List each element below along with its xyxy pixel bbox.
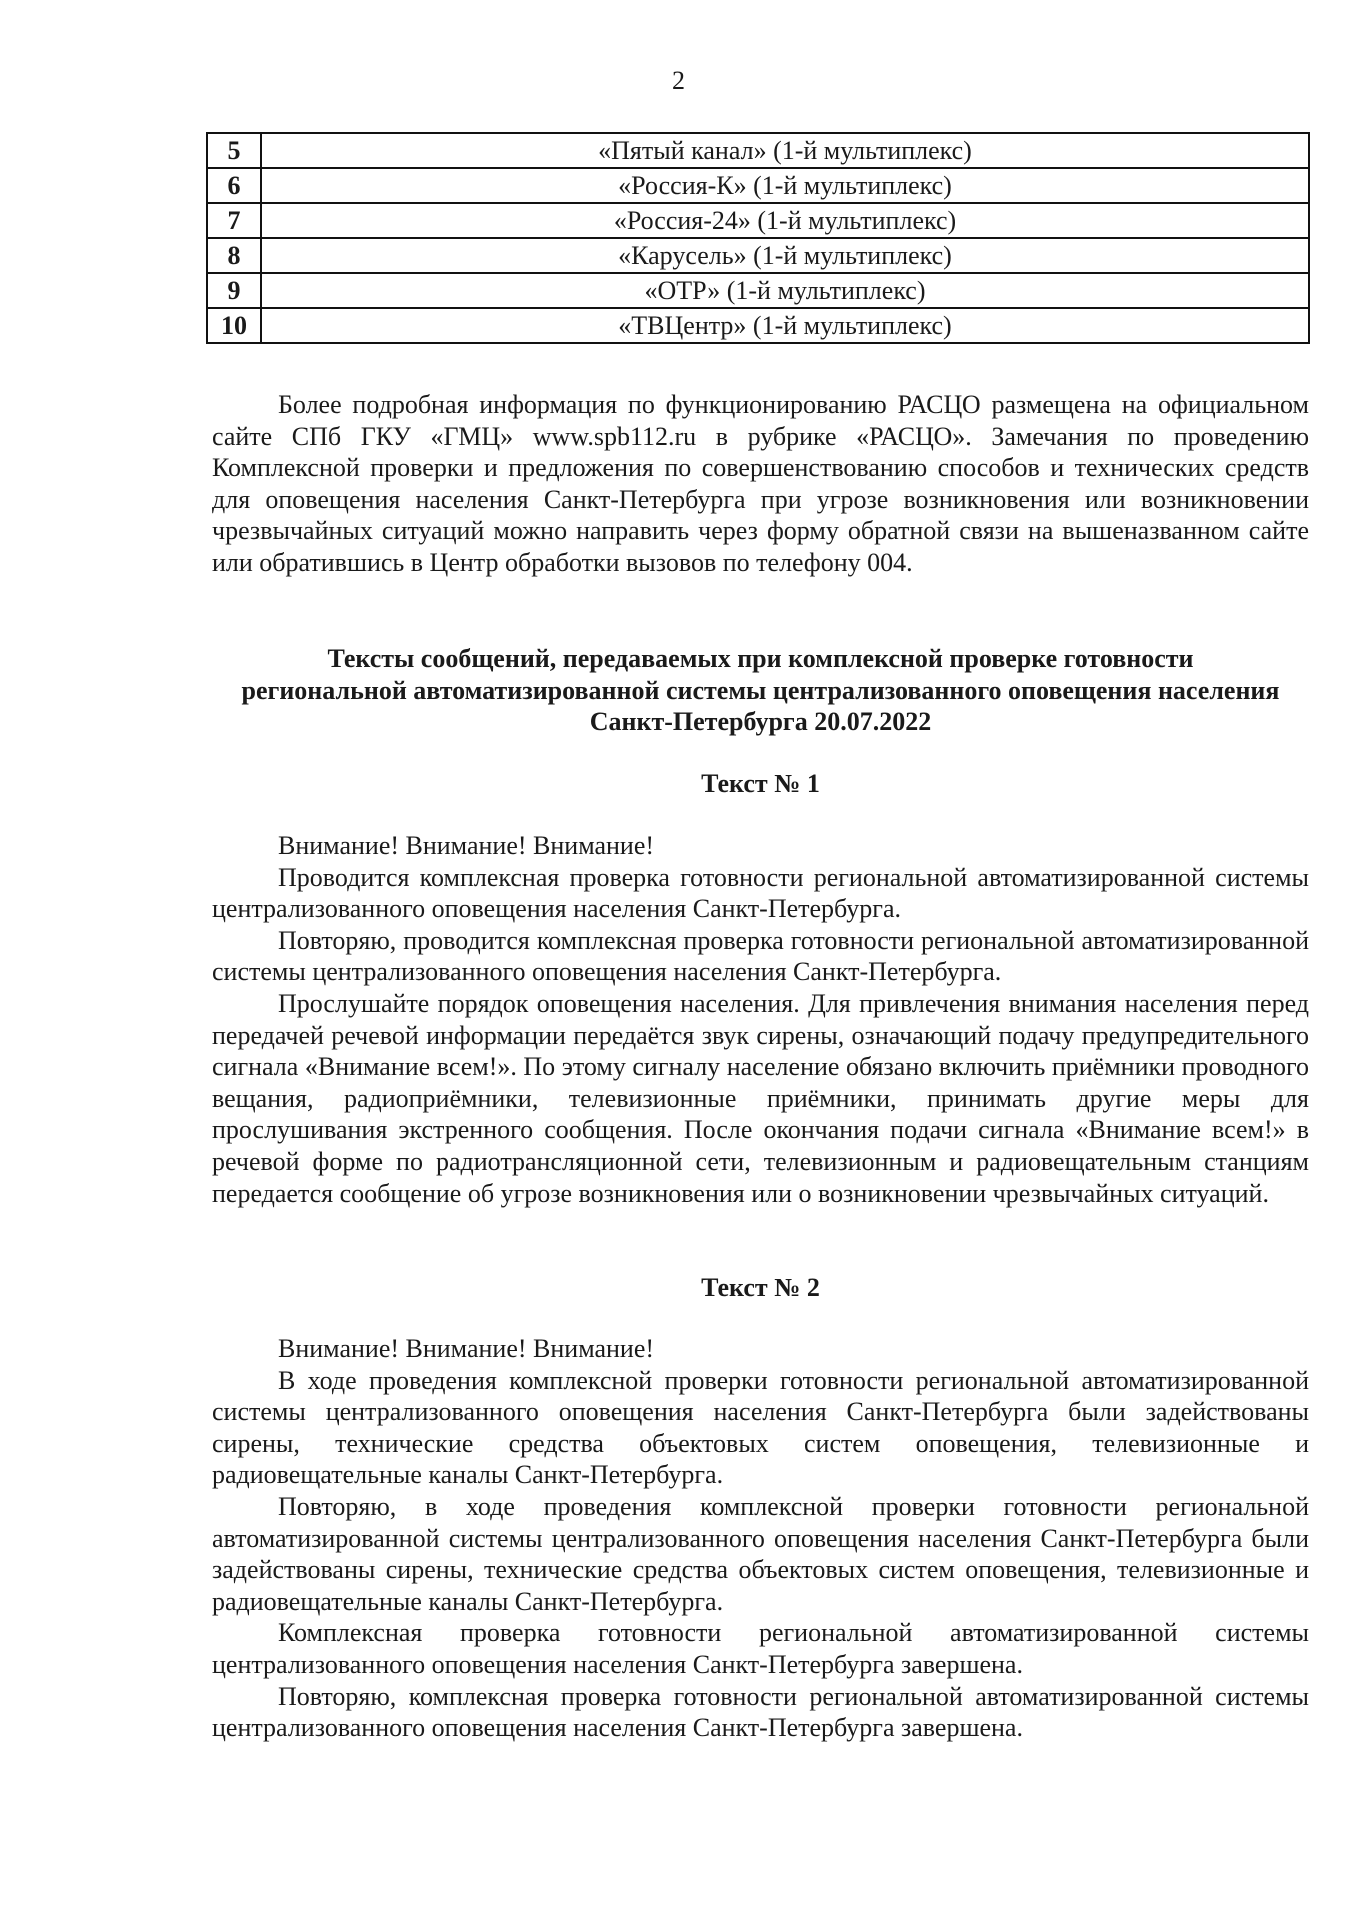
paragraph: Прослушайте порядок оповещения населения. Для привлечения внимания населения перед передачей речевой информации передаётся звук сирены, означающий подачу предупредительного сигнала «Внимание всем!». По этому сигналу население обязано включить приёмники проводного вещания, радиоприёмники, телевизионные приёмники, принимать другие меры для прослушивания экстренного сообщения. После окончания подачи сигнала «Внимание всем!» в речевой форме по радиотрансляционной сети, телевизионным и радиовещательным станциям передается сообщение об угрозе возникновения или о возникновении чрезвычайных ситуаций. [212, 988, 1309, 1208]
text1-title: Текст № 1 [701, 769, 820, 798]
text2-body [212, 1333, 1309, 1744]
table-row [207, 273, 1309, 308]
channel-name: «Россия-24» (1-й мультиплекс) [261, 203, 1309, 238]
section-heading [212, 643, 1309, 738]
info-paragraph: Более подробная информация по функционированию РАСЦО размещена на официальном сайте СПб ГКУ «ГМЦ» www.spb112.ru в рубрике «РАСЦО». Замечания по проведению Комплексной проверки и предложения по совершенствованию способов и технических средств для оповещения населения Санкт-Петербурга при угрозе возникновения или возникновении чрезвычайных ситуаций можно направить через форму обратной связи на вышеназванном сайте или обратившись в Центр обработки вызовов по телефону 004. [212, 390, 1309, 577]
paragraph: Повторяю, проводится комплексная проверка готовности региональной автоматизированной системы централизованного оповещения населения Санкт-Петербурга. [212, 925, 1309, 987]
paragraph: В ходе проведения комплексной проверки готовности региональной автоматизированной системы централизованного оповещения населения Санкт-Петербурга были задействованы сирены, технические средства объектовых систем оповещения, телевизионные и радиовещательные каналы Санкт-Петербурга. [212, 1365, 1309, 1490]
table-row [207, 308, 1309, 343]
text2-title: Текст № 2 [701, 1273, 820, 1302]
paragraph: Проводится комплексная проверка готовности региональной автоматизированной системы централизованного оповещения населения Санкт-Петербурга. [212, 862, 1309, 924]
table-row [207, 168, 1309, 203]
channel-number: 7 [207, 203, 261, 238]
table-row [207, 203, 1309, 238]
channel-name: «Пятый канал» (1-й мультиплекс) [261, 133, 1309, 168]
heading-line: Тексты сообщений, передаваемых при комплексной проверке готовности [327, 644, 1194, 673]
channel-name: «ОТР» (1-й мультиплекс) [261, 273, 1309, 308]
channel-name: «Карусель» (1-й мультиплекс) [261, 238, 1309, 273]
channel-number: 8 [207, 238, 261, 273]
page-number: 2 [672, 66, 685, 95]
heading-line: Санкт-Петербурга 20.07.2022 [589, 707, 932, 737]
channel-table [206, 132, 1310, 344]
text1-section [212, 768, 1309, 800]
channel-number: 10 [207, 308, 261, 343]
channel-name: «Россия-К» (1-й мультиплекс) [261, 168, 1309, 203]
paragraph: Комплексная проверка готовности региональной автоматизированной системы централизованного оповещения населения Санкт-Петербурга завершена. [212, 1618, 1309, 1679]
text1-body [212, 830, 1309, 1209]
paragraph: Внимание! Внимание! Внимание! [278, 831, 655, 860]
table-row [207, 133, 1309, 168]
paragraph: Повторяю, в ходе проведения комплексной проверки готовности региональной автоматизированной системы централизованного оповещения населения Санкт-Петербурга были задействованы сирены, технические средства объектовых систем оповещения, телевизионные и радиовещательные каналы Санкт-Петербурга. [212, 1491, 1309, 1616]
paragraph: Повторяю, комплексная проверка готовности региональной автоматизированной системы централизованного оповещения населения Санкт-Петербурга завершена. [212, 1681, 1309, 1743]
text2-section [212, 1272, 1309, 1304]
channel-name: «ТВЦентр» (1-й мультиплекс) [261, 308, 1309, 343]
channel-number: 5 [207, 133, 261, 168]
channel-number: 9 [207, 273, 261, 308]
heading-line: региональной автоматизированной системы централизованного оповещения населения [241, 675, 1280, 705]
paragraph: Внимание! Внимание! Внимание! [278, 1334, 655, 1363]
table-row [207, 238, 1309, 273]
info-section [212, 389, 1309, 579]
channel-number: 6 [207, 168, 261, 203]
